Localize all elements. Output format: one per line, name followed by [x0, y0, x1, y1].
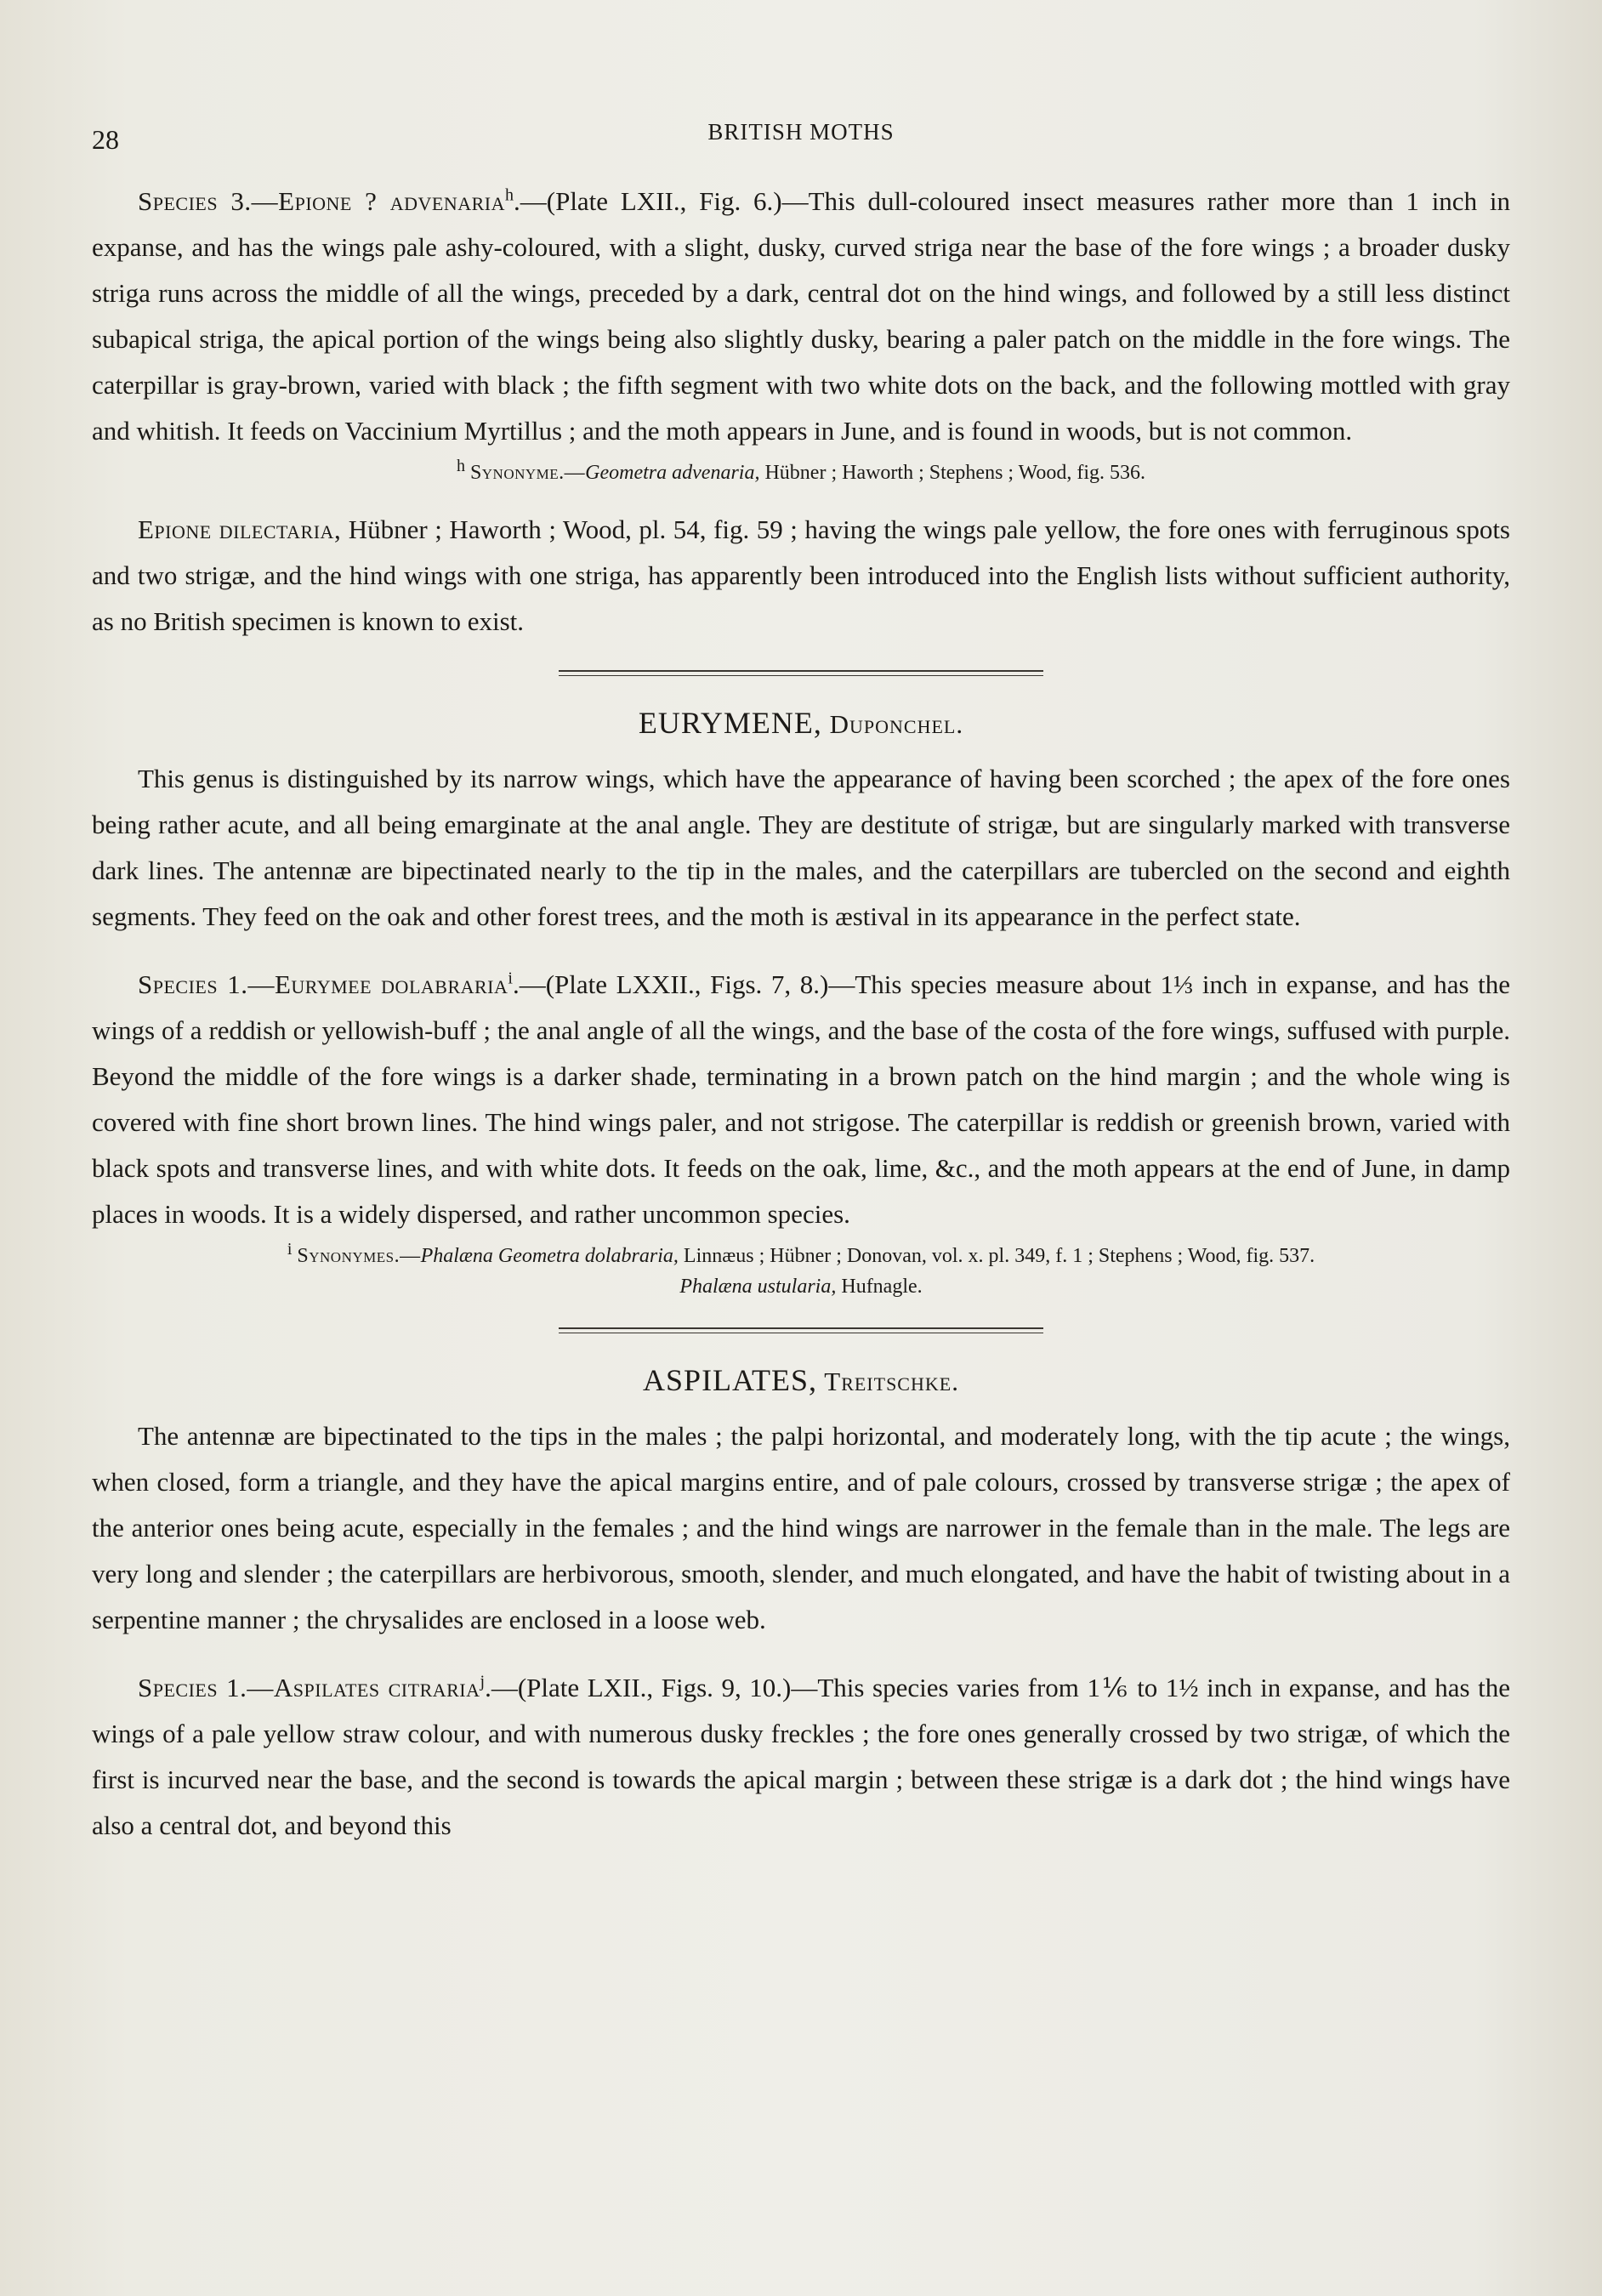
species-name: Epione dilectaria,	[138, 514, 342, 544]
footnote-references: Linnæus ; Hübner ; Donovan, vol. x. pl. 349, f. 1 ; Stephens ; Wood, fig. 537.	[678, 1245, 1315, 1267]
footnote-italic-name: Geometra advenaria,	[585, 462, 760, 484]
footnote-reference: i	[508, 969, 513, 988]
footnote-reference: h	[505, 185, 514, 205]
species-aspilates-citraria-paragraph	[92, 1665, 1510, 1849]
species-heading: Species 1.—Eurymee dolabraria	[138, 969, 508, 999]
species-description: Hübner ; Haworth ; Wood, pl. 54, fig. 59 ; having the wings pale yellow, the fore ones with ferruginous spots and two strigæ, and the hind wings with one striga, has apparently been introduced into the English lists without sufficient authority, as no British specimen is known to exist.	[92, 514, 1510, 636]
genus-heading-aspilates	[92, 1362, 1510, 1398]
paragraph-gap	[92, 940, 1510, 962]
genus-aspilates-intro: The antennæ are bipectinated to the tips in the males ; the palpi horizontal, and moderately long, with the tip acute ; the wings, when closed, form a triangle, and they have the apical margins entire, and of pale colours, crossed by transverse strigæ ; the apex of the anterior ones being acute, especially in the females ; and the hind wings are narrower in the female than in the male. The legs are very long and slender ; the caterpillars are herbivorous, smooth, slender, and much elongated, and have the habit of twisting about in a serpentine manner ; the chrysalides are enclosed in a loose web.	[92, 1421, 1510, 1634]
genus-author: Treitschke.	[817, 1367, 959, 1396]
footnote-references: Hübner ; Haworth ; Stephens ; Wood, fig. 536.	[759, 462, 1146, 484]
page-number: 28	[92, 124, 119, 155]
paragraph-gap	[92, 1643, 1510, 1665]
footnote-label: Synonyme.—	[469, 462, 586, 484]
section-divider	[559, 1327, 1043, 1333]
footnote-label: Synonymes.—	[297, 1245, 421, 1267]
species-description: .—(Plate LXII., Figs. 9, 10.)—This species varies from 1⅙ to 1½ inch in expanse, and has the wings of a pale yellow straw colour, and with numerous dusky freckles ; the fore ones generally crossed by two strigæ, of which the first is incurved near the base, and the second is towards the apical margin ; between these strigæ is a dark dot ; the hind wings have also a central dot, and beyond this	[92, 1673, 1510, 1840]
footnote-mark: h	[456, 457, 465, 475]
species-heading: Species 3.—Epione ? advenaria	[138, 186, 505, 216]
species-epione-advenaria-paragraph	[92, 179, 1510, 454]
footnote-reference: j	[480, 1672, 486, 1691]
footnote-italic-name-2: Phalæna ustularia,	[679, 1276, 837, 1298]
species-description: .—(Plate LXII., Fig. 6.)—This dull-coloured insect measures rather more than 1 inch in expanse, and has the wings pale ashy-coloured, with a slight, dusky, curved striga near the base of the fore wings ; a broader dusky striga runs across the middle of all the wings, preceded by a dark, central dot on the hind wings, and followed by a still less distinct subapical striga, the apical portion of the wings being also slightly dusky, bearing a paler patch on the middle in the fore wings. The caterpillar is gray-brown, varied with black ; the fifth segment with two white dots on the back, and the following mottled with gray and whitish. It feeds on Vaccinium Myrtillus ; and the moth appears in June, and is found in woods, but is not common.	[92, 186, 1510, 446]
page-header	[92, 119, 1510, 179]
section-divider	[559, 670, 1043, 676]
genus-heading-eurymene	[92, 705, 1510, 741]
genus-name: EURYMENE,	[638, 706, 822, 740]
footnote-i	[92, 1241, 1510, 1302]
species-heading: Species 1.—Aspilates citraria	[138, 1673, 480, 1702]
genus-eurymene-intro: This genus is distinguished by its narrow wings, which have the appearance of having been scorched ; the apex of the fore ones being rather acute, and all being emarginate at the anal angle. They are destitute of strigæ, but are singularly marked with transverse dark lines. The antennæ are bipectinated nearly to the tip in the males, and the caterpillars are tubercled on the second and eighth segments. They feed on the oak and other forest trees, and the moth is æstival in its appearance in the perfect state.	[92, 764, 1510, 931]
footnote-mark: i	[287, 1240, 293, 1259]
footnote-italic-name: Phalæna Geometra dolabraria,	[420, 1245, 679, 1267]
genus-author: Duponchel.	[821, 709, 964, 739]
species-description: .—(Plate LXXII., Figs. 7, 8.)—This species measure about 1⅓ inch in expanse, and has the wings of a reddish or yellowish-buff ; the anal angle of all the wings, and the base of the costa of the fore wings, suffused with purple. Beyond the middle of the fore wings is a darker shade, terminating in a brown patch on the hind margin ; and the whole wing is covered with fine short brown lines. The hind wings paler, and not strigose. The caterpillar is reddish or greenish brown, varied with black spots and transverse lines, and with white dots. It feeds on the oak, lime, &c., and the moth appears at the end of June, in damp places in woods. It is a widely dispersed, and rather uncommon species.	[92, 969, 1510, 1229]
species-eurymee-dolabraria-paragraph	[92, 962, 1510, 1237]
genus-name: ASPILATES,	[643, 1363, 818, 1397]
footnote-references-2: Hufnagle.	[836, 1276, 923, 1298]
running-title: BRITISH MOTHS	[707, 119, 895, 145]
epione-dilectaria-paragraph	[92, 507, 1510, 645]
footnote-h	[92, 457, 1510, 488]
